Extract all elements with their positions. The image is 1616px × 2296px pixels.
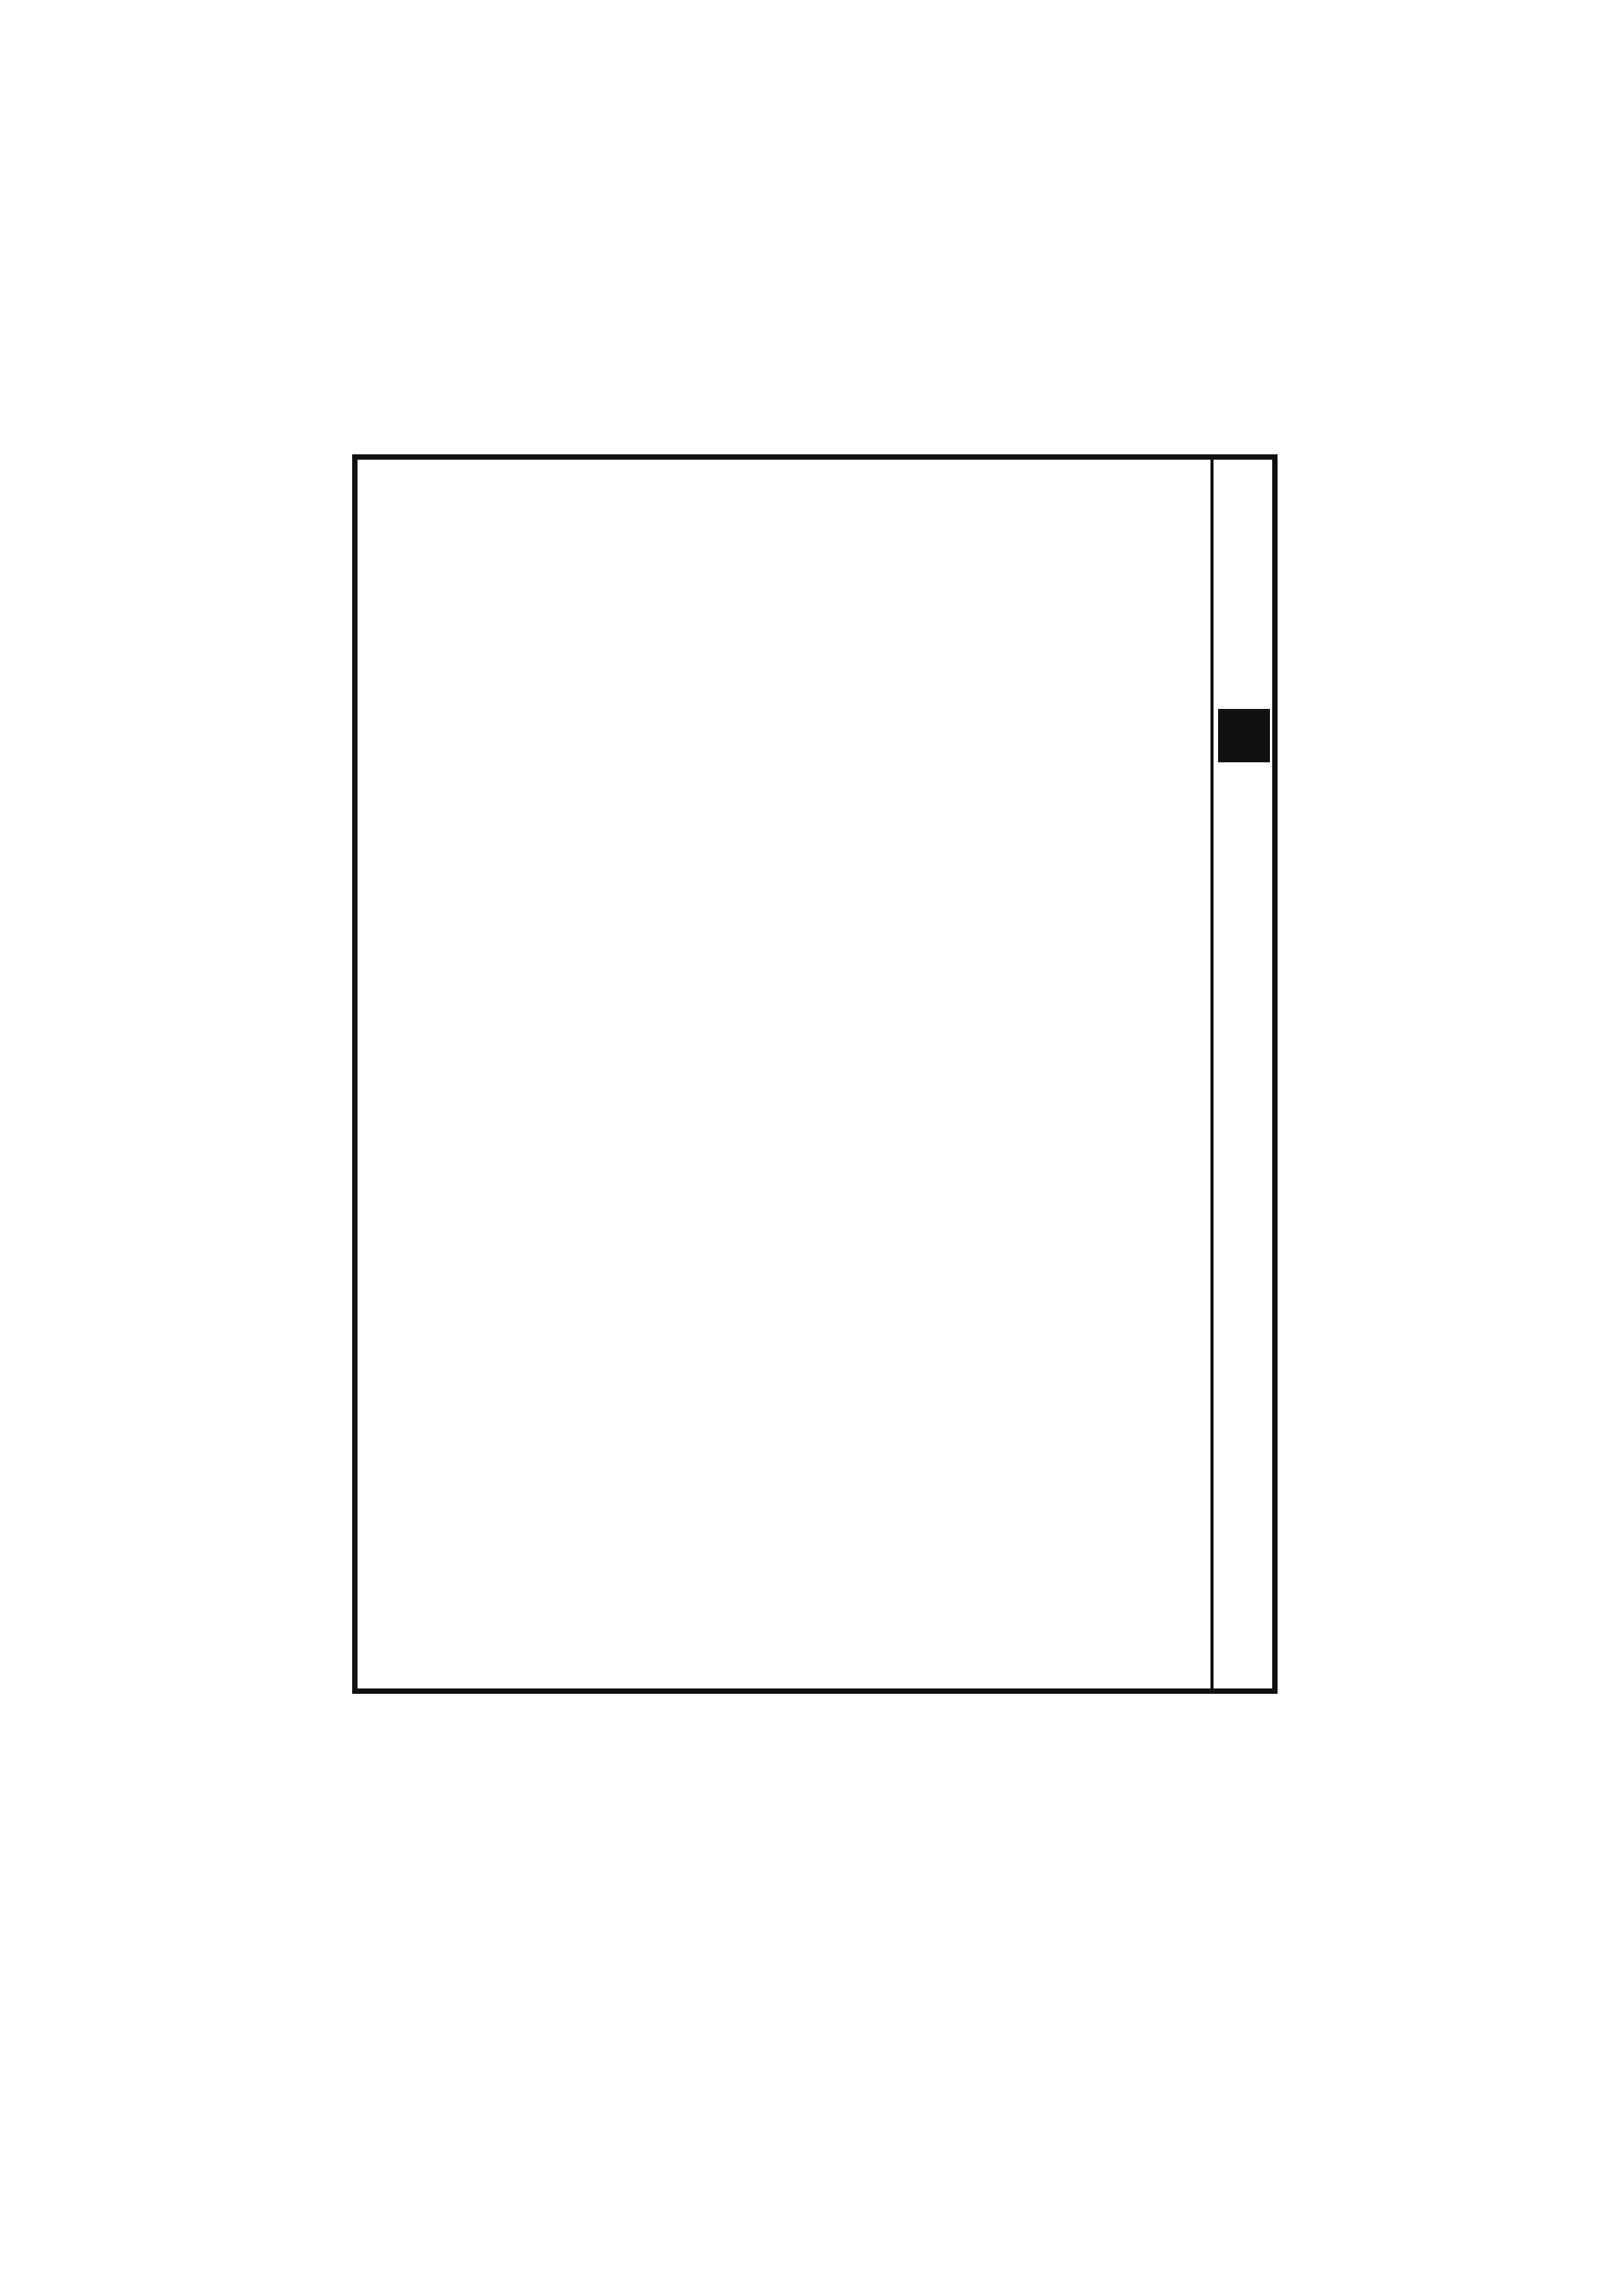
main-text-block: [352, 454, 1278, 1694]
header-strip: [1210, 454, 1278, 1694]
volume-marker: [1218, 709, 1270, 762]
